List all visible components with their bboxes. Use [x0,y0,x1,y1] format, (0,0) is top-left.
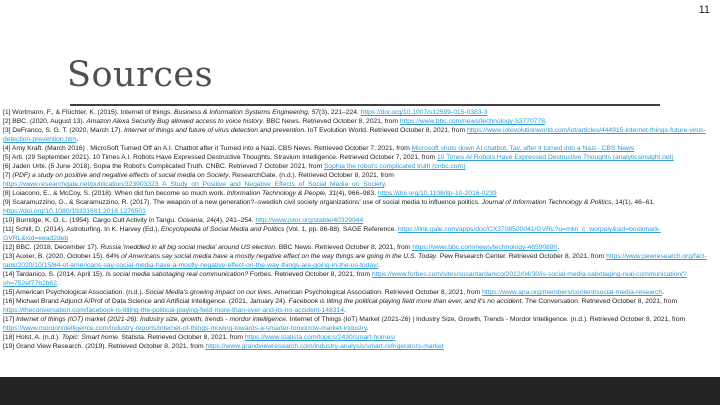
reference-text: [16] Michael Brand Adjunct A/Prof of Data Science and Artificial Intelligence. (2021, January 24). [3,298,289,305]
reference-text: . [378,262,381,269]
reference-text: Internet of things and future of virus detection and prevention [123,127,305,134]
reference-link[interactable]: https://www.forbes.com/sites/susantardanico/2012/04/30/is-social-media-sabotaging-real-communication/?sh=752ef77b2b62 [3,271,687,287]
reference-item [3,297,717,315]
reference-text: [18] Holst, A. (n.d.). [3,334,62,341]
reference-link[interactable]: https://theconversation.com/facebook-is-tilting-the-political-playing-field-more-than-ever-and-its-no-accident-148314 [3,307,344,314]
reference-link[interactable]: 10 Times AI Robots Have Expressed Destructive Thoughts (analyticsinsight.net) [436,154,674,161]
reference-text: , 14(1), 46–61. [611,199,655,206]
reference-text: . [557,244,560,251]
reference-text: Social Media's growing impact on our lives [145,289,272,296]
reference-text: , 24(4), 241–254. [202,217,256,224]
reference-text: Business & Information Systems Engineering, 57 [173,109,320,116]
reference-text: [14] Tardanico, S. (2014, April 15). [3,271,106,278]
reference-link[interactable]: https://www.grandviewresearch.com/industry-analysis/smart-refrigerators-market [205,343,444,350]
reference-text: [7] [3,172,13,179]
reference-link[interactable]: https://link.gale.com/apps/doc/CX3708500041/GVRL?u=mlin_c_worpoly&sid=bookmark-GVRL&xid=eead2deb [3,226,661,242]
reference-text: . American Psychological Association. Retrieved October 8, 2021, from [271,289,483,296]
reference-text: [11] Schill, D. (2014). Astroturfing. In K. Harvey (Ed.), [3,226,161,233]
reference-text: (PDF) a study on positive and negative effects of social media on Society [12,172,229,179]
reference-text: Oceania [177,217,203,224]
reference-link[interactable]: https://www.mordorintelligence.com/industry-reports/internet-of-things-moving-towards-a-smarter-tomorrow-market-industry [3,325,367,332]
reference-item [3,333,717,342]
reference-text: (Vol. 1, pp. 86-88). SAGE Reference. [284,226,399,233]
reference-item [3,315,717,333]
reference-link[interactable]: https://doi.org/10.1108/itp-10-2016-0239 [377,190,497,197]
reference-text: . The Conversation. Retrieved October 8, 2021, from [521,298,678,305]
reference-link[interactable]: https://doi.org/10.1007/s12599-015-0383-3 [360,109,488,116]
reference-text: . Pew Research Center. Retrieved October 8, 2021, from [436,253,607,260]
reference-text: [3] DeFranco, S. G. T. (2020, March 17). [3,127,124,134]
reference-item [3,189,717,198]
reference-item [3,198,717,216]
slide-title: Sources [67,55,214,95]
reference-text: . [343,307,346,314]
title-underline [70,104,660,106]
reference-text: [4] Amy Kraft. (March 2016) . MicroSoft Turned Off an A.I. Chatbot after it Turned into a Nazi. CBS News. Retrieved October 7, 2021, from [3,145,412,152]
reference-link[interactable]: https://www.researchgate.net/publication/323903323_A_Study_on_Positive_and_Negative_Effects_of_Social_Media_on_Society [3,181,385,188]
reference-text: Facebook is tilting the political playing field more than ever, and it's no accident [288,298,522,305]
reference-item [3,117,717,126]
reference-text: . [384,181,387,188]
reference-item [3,162,717,171]
reference-text: Amazon Alexa Security Bug allowed access to voice history [86,118,263,125]
reference-item [3,288,717,297]
reference-text: . [544,118,547,125]
reference-text: Journal of Information Technology & Politics [481,199,612,206]
reference-link[interactable]: https://doi.org/10.1080/19331681.2016.1276501 [3,208,146,215]
reference-item [3,153,717,162]
reference-text: [19] Grand View Research. (2019). Retrieved October 8, 2021, from [3,343,206,350]
reference-link[interactable]: https://www.apa.org/members/content/social-media-research [482,289,663,296]
reference-text: Russia 'meddled in all big social media' around US election [100,244,276,251]
reference-text: . IoT Evolution World. Retrieved October 8, 2021, from [304,127,467,134]
reference-text: Encyclopedia of Social Media and Politics [160,226,285,233]
reference-item [3,144,717,153]
reference-link[interactable]: https://www.pewresearch.org/fact-tank/2020/10/15/64-of-americans-say-social-media-have-a-mostly-negative-effect-on-the-way-things-are-going-in-the-us-today/ [3,253,707,269]
reference-text: Internet of things (IOT) market (2021-26): Industry size, growth, trends - mordor intelligence [15,316,286,323]
reference-text: (4), 966–983. [336,190,378,197]
reference-text: 64% of Americans say social media have a mostly negative effect on the way things are going in the U.S. Today [105,253,437,260]
reference-text: [12] BBC. (2018, December 17). [3,244,101,251]
reference-item [3,225,717,243]
reference-text: [1] Wortmann, F., & Flüchter, K. (2015). Internet of things. [3,109,174,116]
reference-text: [13] Auxier, B. (2020, October 15). [3,253,106,260]
reference-text: [8] Loiacono, E., & McCoy, S. (2018). When did fun become so much work. [3,190,227,197]
page-number: 11 [698,4,710,16]
reference-text: . [662,289,664,296]
reference-text: Forbes. Retrieved October 8, 2021, from [248,271,372,278]
reference-item [3,171,717,189]
reference-text: . [76,136,79,143]
reference-text: [5] Arti. (29 September 2021). 10 Times A.I. Robots Have Expressed Destructive Thoughts. Stravium Intelligence. Retrieved October 7, 2021, from [3,154,437,161]
reference-item [3,342,717,351]
reference-text: . Statista. Retrieved October 8, 2021, from [117,334,245,341]
reference-text: [10] Burridge, K. O. L. (1954). Cargo Cult Activity in Tangu. [3,217,178,224]
reference-link[interactable]: https://www.iotevolutionworld.com/iot/articles/444915-internet-things-future-virus-detection-prevention.htm [3,127,706,143]
reference-text: . ResearchGate. (n.d.). Retrieved October 8, 2021, from [228,172,394,179]
references-list [3,108,717,351]
reference-item [3,216,717,225]
reference-link[interactable]: https://www.bbc.com/news/technology-53770778 [399,118,545,125]
reference-item [3,270,717,288]
reference-text: [17] [3,316,16,323]
reference-item [3,108,717,117]
reference-text: (3), 221–224. [319,109,361,116]
reference-text: . Internet of Things (IoT) Market (2021-26) | Industry Size, Growth, Trends - Mordor Intelligence. (n.d.). Retrieved October 8, 2021, from [285,316,686,323]
reference-text: [15] American Psychological Association. (n.d.). [3,289,146,296]
reference-text: . [56,280,59,287]
reference-text: Is social media sabotaging real communication? [105,271,249,278]
reference-text: . BBC News. Retrieved October 8, 2021, from [262,118,400,125]
reference-link[interactable]: https://www.bbc.com/news/technology-46590890 [412,244,558,251]
reference-link[interactable]: Microsoft shuts down AI chatbot, Tay, after it turned into a Nazi - CBS News [411,145,635,152]
bottom-bar [0,377,720,405]
reference-link[interactable]: https://www.statista.com/topics/2430/smart-homes/ [244,334,396,341]
reference-text: Information Technology & People, 31 [226,190,337,197]
reference-item [3,126,717,144]
reference-text: [2] BBC. (2020, August 13). [3,118,87,125]
reference-text: Topic: Smart home [61,334,118,341]
reference-item [3,243,717,252]
reference-text: [6] Jaden Urbi. (5 June 2018). Sopia the Robot's Complicated Truth. CNBC. Retrieved 7 October 2021, from [3,163,324,170]
reference-text: . BBC News. Retrieved October 8, 2021, from [275,244,413,251]
reference-item [3,252,717,270]
reference-text: [9] Scaramuzzino, G., & Scaramuzzino, R. (2017). The weapon of a new generation?–swedish civil society organizations' use of social media to influence politics. [3,199,482,206]
reference-link[interactable]: http://www.jstor.org/stable/40329944 [255,217,364,224]
reference-text: . [366,325,369,332]
reference-link[interactable]: Sophia the robot's complicated truth (cnbc.com) [323,163,466,170]
